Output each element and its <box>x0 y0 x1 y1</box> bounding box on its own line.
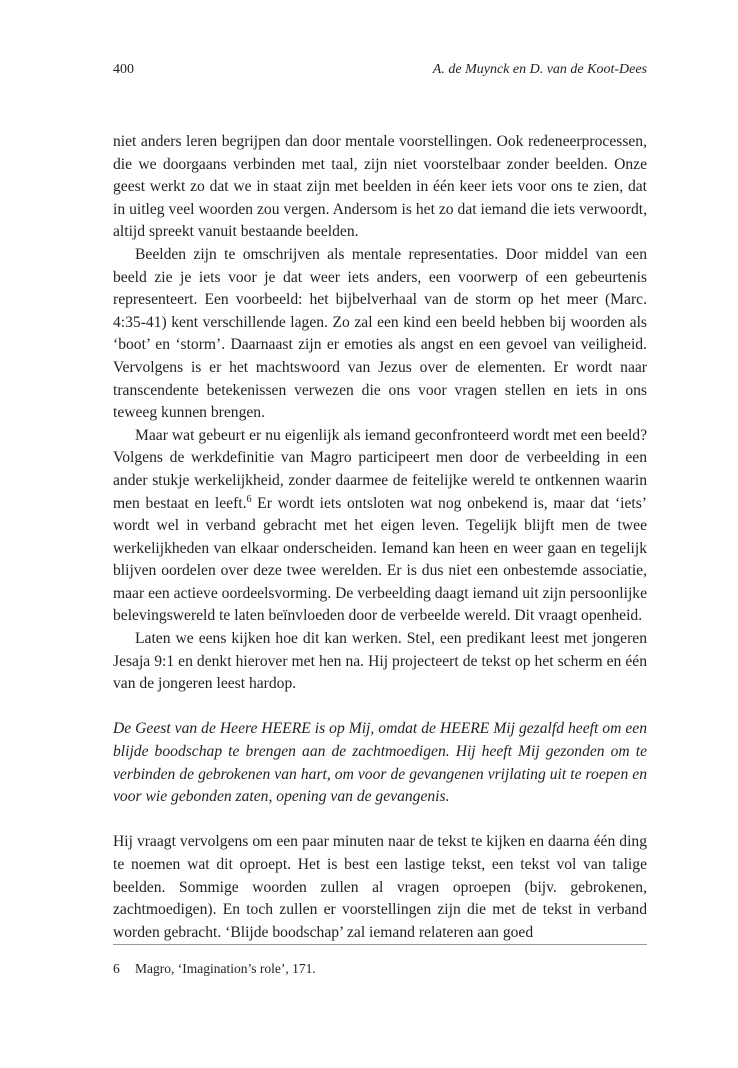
running-head: A. de Muynck en D. van de Koot-Dees <box>432 62 647 77</box>
paragraph-2: Beelden zijn te omschrijven als mentale representaties. Door middel van een beeld zie je iets voor je dat weer iets anders, een voorwerp of een gebeurtenis representeert. Een voorbeeld: het bijbelverhaal van de storm op het meer (Marc. 4:35-41) kent verschillende lagen. Zo zal een kind een beeld hebben bij woorden als ‘boot’ en ‘storm’. Daarnaast zijn er emoties als angst en een gevoel van veiligheid. Vervolgens is er het machtswoord van Jezus over de elementen. Er wordt naar transcendente betekenissen verwezen die ons voor vragen stellen en iets in ons teweeg kunnen brengen. <box>113 245 647 422</box>
page-header <box>113 62 647 82</box>
footnote-text: Magro, ‘Imagination’s role’, 171. <box>135 961 316 976</box>
paragraph-4: Laten we eens kijken hoe dit kan werken. Stel, een predikant leest met jongeren Jesaja 9:1 en denkt hierover met hen na. Hij projecteert de tekst op het scherm en één van de jongeren leest hardop. <box>113 630 647 693</box>
paragraph-5: Hij vraagt vervolgens om een paar minuten naar de tekst te kijken en daarna één ding te noemen wat dit oproept. Het is best een lastige tekst, een tekst vol van talige beelden. Sommige woorden zullen al vragen oproepen (bijv. gebrokenen, zachtmoedigen). En toch zullen er voorstellingen zijn die met de tekst in verband worden gebracht. ‘Blijde boodschap’ zal iemand relateren aan goed <box>113 833 647 941</box>
paragraph-3-part-2: Er wordt iets ontsloten wat nog onbekend is, maar dat ‘iets’ wordt wel in verband gebracht met het eigen leven. Tegelijk blijft men de twee werkelijkheden van elkaar onderscheiden. Iemand kan heen en weer gaan en tegelijk blijven oordelen over deze twee werelden. Er is dus niet een onbestemde associatie, maar een actieve oordeelsvorming. De verbeelding daagt iemand uit zijn persoonlijke belevingswereld te laten beïnvloeden door de verbeelde wereld. Dit vraagt openheid. <box>113 494 647 625</box>
body-text <box>113 131 647 944</box>
footnote-reference: 6 <box>246 493 252 505</box>
footnote <box>113 960 647 978</box>
paragraph-1: niet anders leren begrijpen dan door mentale voorstellingen. Ook redeneerprocessen, die we doorgaans verbinden met taal, zijn niet voorstelbaar zonder beelden. Onze geest werkt zo dat we in staat zijn met beelden in één keer iets voor ons te zien, dat in uitleg veel woorden zou vergen. Andersom is het zo dat iemand die iets verwoordt, altijd spreekt vanuit bestaande beelden. <box>113 133 647 241</box>
paragraph-3-part-1: Maar wat gebeurt er nu eigenlijk als iemand geconfronteerd wordt met een beeld? Volgens de werkdefinitie van Magro participeert men door de verbeelding in een ander stukje werkelijkheid, zonder daarmee de feitelijke wereld te ontkennen waarin men bestaat en leeft. <box>113 426 647 512</box>
page-number: 400 <box>113 62 134 77</box>
block-quote: De Geest van de Heere HEERE is op Mij, omdat de HEERE Mij gezalfd heeft om een blijde boodschap te brengen aan de zachtmoedigen. Hij heeft Mij gezonden om te verbinden de gebrokenen van hart, om voor de gevangenen vrijlating uit te roepen en voor wie gebonden zaten, opening van de gevangenis. <box>113 720 647 806</box>
footnote-divider <box>113 944 647 945</box>
footnote-number: 6 <box>113 961 120 976</box>
paragraph-3 <box>113 425 647 628</box>
